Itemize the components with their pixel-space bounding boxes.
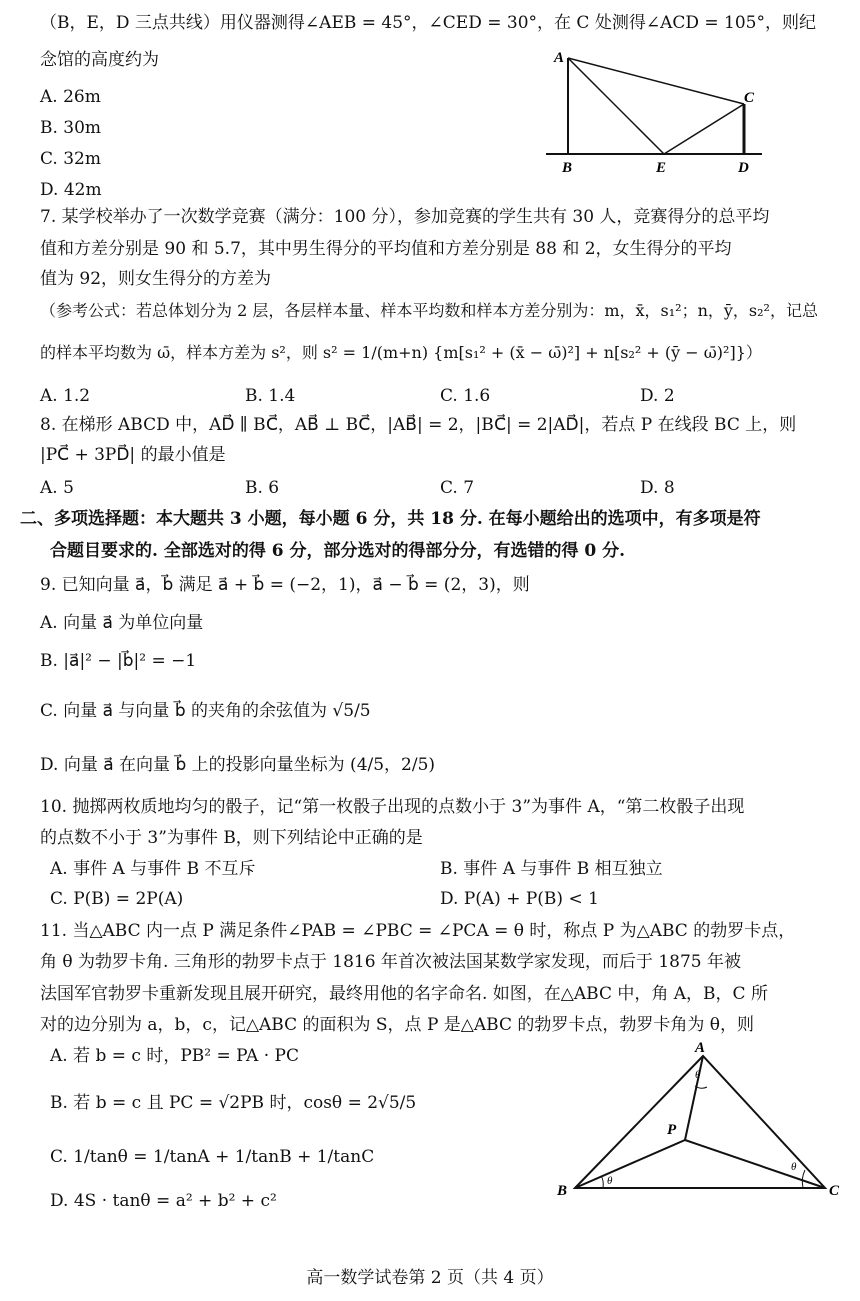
q10-option-d: D. P(A) + P(B) < 1: [440, 889, 599, 909]
label-vertex-a: A: [695, 1040, 706, 1056]
q8-option-b: B. 6: [245, 478, 280, 498]
q6-stem-line2: 念馆的高度约为: [40, 50, 159, 70]
q11-brocard-diagram: [555, 1040, 845, 1205]
q11-stem-line2: 角 θ 为勃罗卡角. 三角形的勃罗卡点于 1816 年首次被法国某数学家发现，而后于 1875 年被: [40, 952, 741, 972]
q11-stem-line1: 11. 当△ABC 内一点 P 满足条件∠PAB = ∠PBC = ∠PCA = θ 时，称点 P 为△ABC 的勃罗卡点，: [40, 921, 796, 941]
q8-option-d: D. 8: [640, 478, 675, 498]
q7-formula-line1: （参考公式：若总体划分为 2 层，各层样本量、样本平均数和样本方差分别为：m，x̄，s₁²；n，ȳ，s₂²，记总: [40, 301, 818, 320]
q9-option-d: D. 向量 a⃗ 在向量 b⃗ 上的投影向量坐标为 (4/5，2/5): [40, 755, 436, 775]
q9-option-b: B. |a⃗|² − |b⃗|² = −1: [40, 651, 197, 671]
q6-memorial-diagram: [540, 48, 770, 174]
section2-heading-line1: 二、多项选择题：本大题共 3 小题，每小题 6 分，共 18 分. 在每小题给出的选项中，有多项是符: [20, 509, 761, 529]
q7-option-b: B. 1.4: [245, 386, 296, 406]
segment-ae: [568, 58, 664, 154]
q7-stem-line1: 7. 某学校举办了一次数学竞赛（满分：100 分），参加竞赛的学生共有 30 人，竞赛得分的总平均: [40, 207, 770, 227]
theta-at-a: θ: [695, 1069, 701, 1081]
q6-stem-line1: （B，E，D 三点共线）用仪器测得∠AEB = 45°，∠CED = 30°，在 C 处测得∠ACD = 105°，则纪: [40, 13, 816, 33]
label-a: A: [554, 50, 565, 66]
q8-stem-line1: 8. 在梯形 ABCD 中，AD⃗ ∥ BC⃗，AB⃗ ⊥ BC⃗，|AB⃗| = 2，|BC⃗| = 2|AD⃗|，若点 P 在线段 BC 上，则: [40, 415, 797, 435]
segment-ac: [568, 58, 744, 104]
segment-bp: [575, 1140, 685, 1188]
q10-option-b: B. 事件 A 与事件 B 相互独立: [440, 859, 663, 879]
q6-option-a: A. 26m: [40, 87, 101, 107]
theta-at-c: θ: [791, 1161, 797, 1173]
page-footer: 高一数学试卷第 2 页（共 4 页）: [306, 1268, 554, 1288]
q7-option-d: D. 2: [640, 386, 675, 406]
angle-arc-b: [601, 1176, 603, 1188]
q11-option-a: A. 若 b = c 时，PB² = PA · PC: [50, 1046, 299, 1066]
label-c: C: [744, 90, 755, 106]
section2-heading-line2: 合题目要求的. 全部选对的得 6 分，部分选对的得部分分，有选错的得 0 分.: [50, 541, 626, 561]
q6-option-b: B. 30m: [40, 118, 102, 138]
q6-option-d: D. 42m: [40, 180, 102, 200]
q9-option-a: A. 向量 a⃗ 为单位向量: [40, 613, 204, 633]
theta-at-b: θ: [607, 1175, 613, 1187]
label-vertex-c: C: [829, 1183, 840, 1199]
q8-option-a: A. 5: [40, 478, 74, 498]
label-e: E: [656, 160, 667, 174]
angle-arc-c: [802, 1170, 805, 1188]
label-b: B: [562, 160, 573, 174]
q9-option-c: C. 向量 a⃗ 与向量 b⃗ 的夹角的余弦值为 √5/5: [40, 701, 371, 721]
q8-stem-line2: |PC⃗ + 3PD⃗| 的最小值是: [40, 445, 226, 465]
q8-option-c: C. 7: [440, 478, 475, 498]
label-point-p: P: [667, 1122, 677, 1138]
segment-ec: [664, 104, 744, 154]
label-vertex-b: B: [557, 1183, 568, 1199]
q11-stem-line3: 法国军官勃罗卡重新发现且展开研究，最终用他的名字命名. 如图，在△ABC 中，角 A，B，C 所: [40, 984, 768, 1004]
q10-option-c: C. P(B) = 2P(A): [50, 889, 184, 909]
q11-option-b: B. 若 b = c 且 PC = √2PB 时，cosθ = 2√5/5: [50, 1093, 417, 1113]
q11-option-d: D. 4S · tanθ = a² + b² + c²: [50, 1191, 277, 1211]
q7-option-c: C. 1.6: [440, 386, 491, 406]
q6-option-c: C. 32m: [40, 149, 101, 169]
label-d: D: [738, 160, 749, 174]
q7-option-a: A. 1.2: [40, 386, 91, 406]
q9-stem: 9. 已知向量 a⃗，b⃗ 满足 a⃗ + b⃗ = (−2，1)，a⃗ − b⃗ = (2，3)，则: [40, 575, 530, 595]
q10-stem-line2: 的点数不小于 3”为事件 B，则下列结论中正确的是: [40, 828, 423, 848]
q11-stem-line4: 对的边分别为 a，b，c，记△ABC 的面积为 S，点 P 是△ABC 的勃罗卡点，勃罗卡角为 θ，则: [40, 1015, 755, 1035]
q7-stem-line3: 值为 92，则女生得分的方差为: [40, 269, 272, 289]
q7-stem-line2: 值和方差分别是 90 和 5.7，其中男生得分的平均值和方差分别是 88 和 2，女生得分的平均: [40, 239, 732, 259]
q10-stem-line1: 10. 抛掷两枚质地均匀的骰子，记“第一枚骰子出现的点数小于 3”为事件 A，“第二枚骰子出现: [40, 797, 745, 817]
q10-option-a: A. 事件 A 与事件 B 不互斥: [50, 859, 256, 879]
q7-formula-line2: 的样本平均数为 ω̄，样本方差为 s²，则 s² = 1/(m+n) {m[s₁² + (x̄ − ω̄)²] + n[s₂² + (ȳ − ω̄)²]}）: [40, 343, 762, 362]
q11-option-c: C. 1/tanθ = 1/tanA + 1/tanB + 1/tanC: [50, 1147, 375, 1167]
